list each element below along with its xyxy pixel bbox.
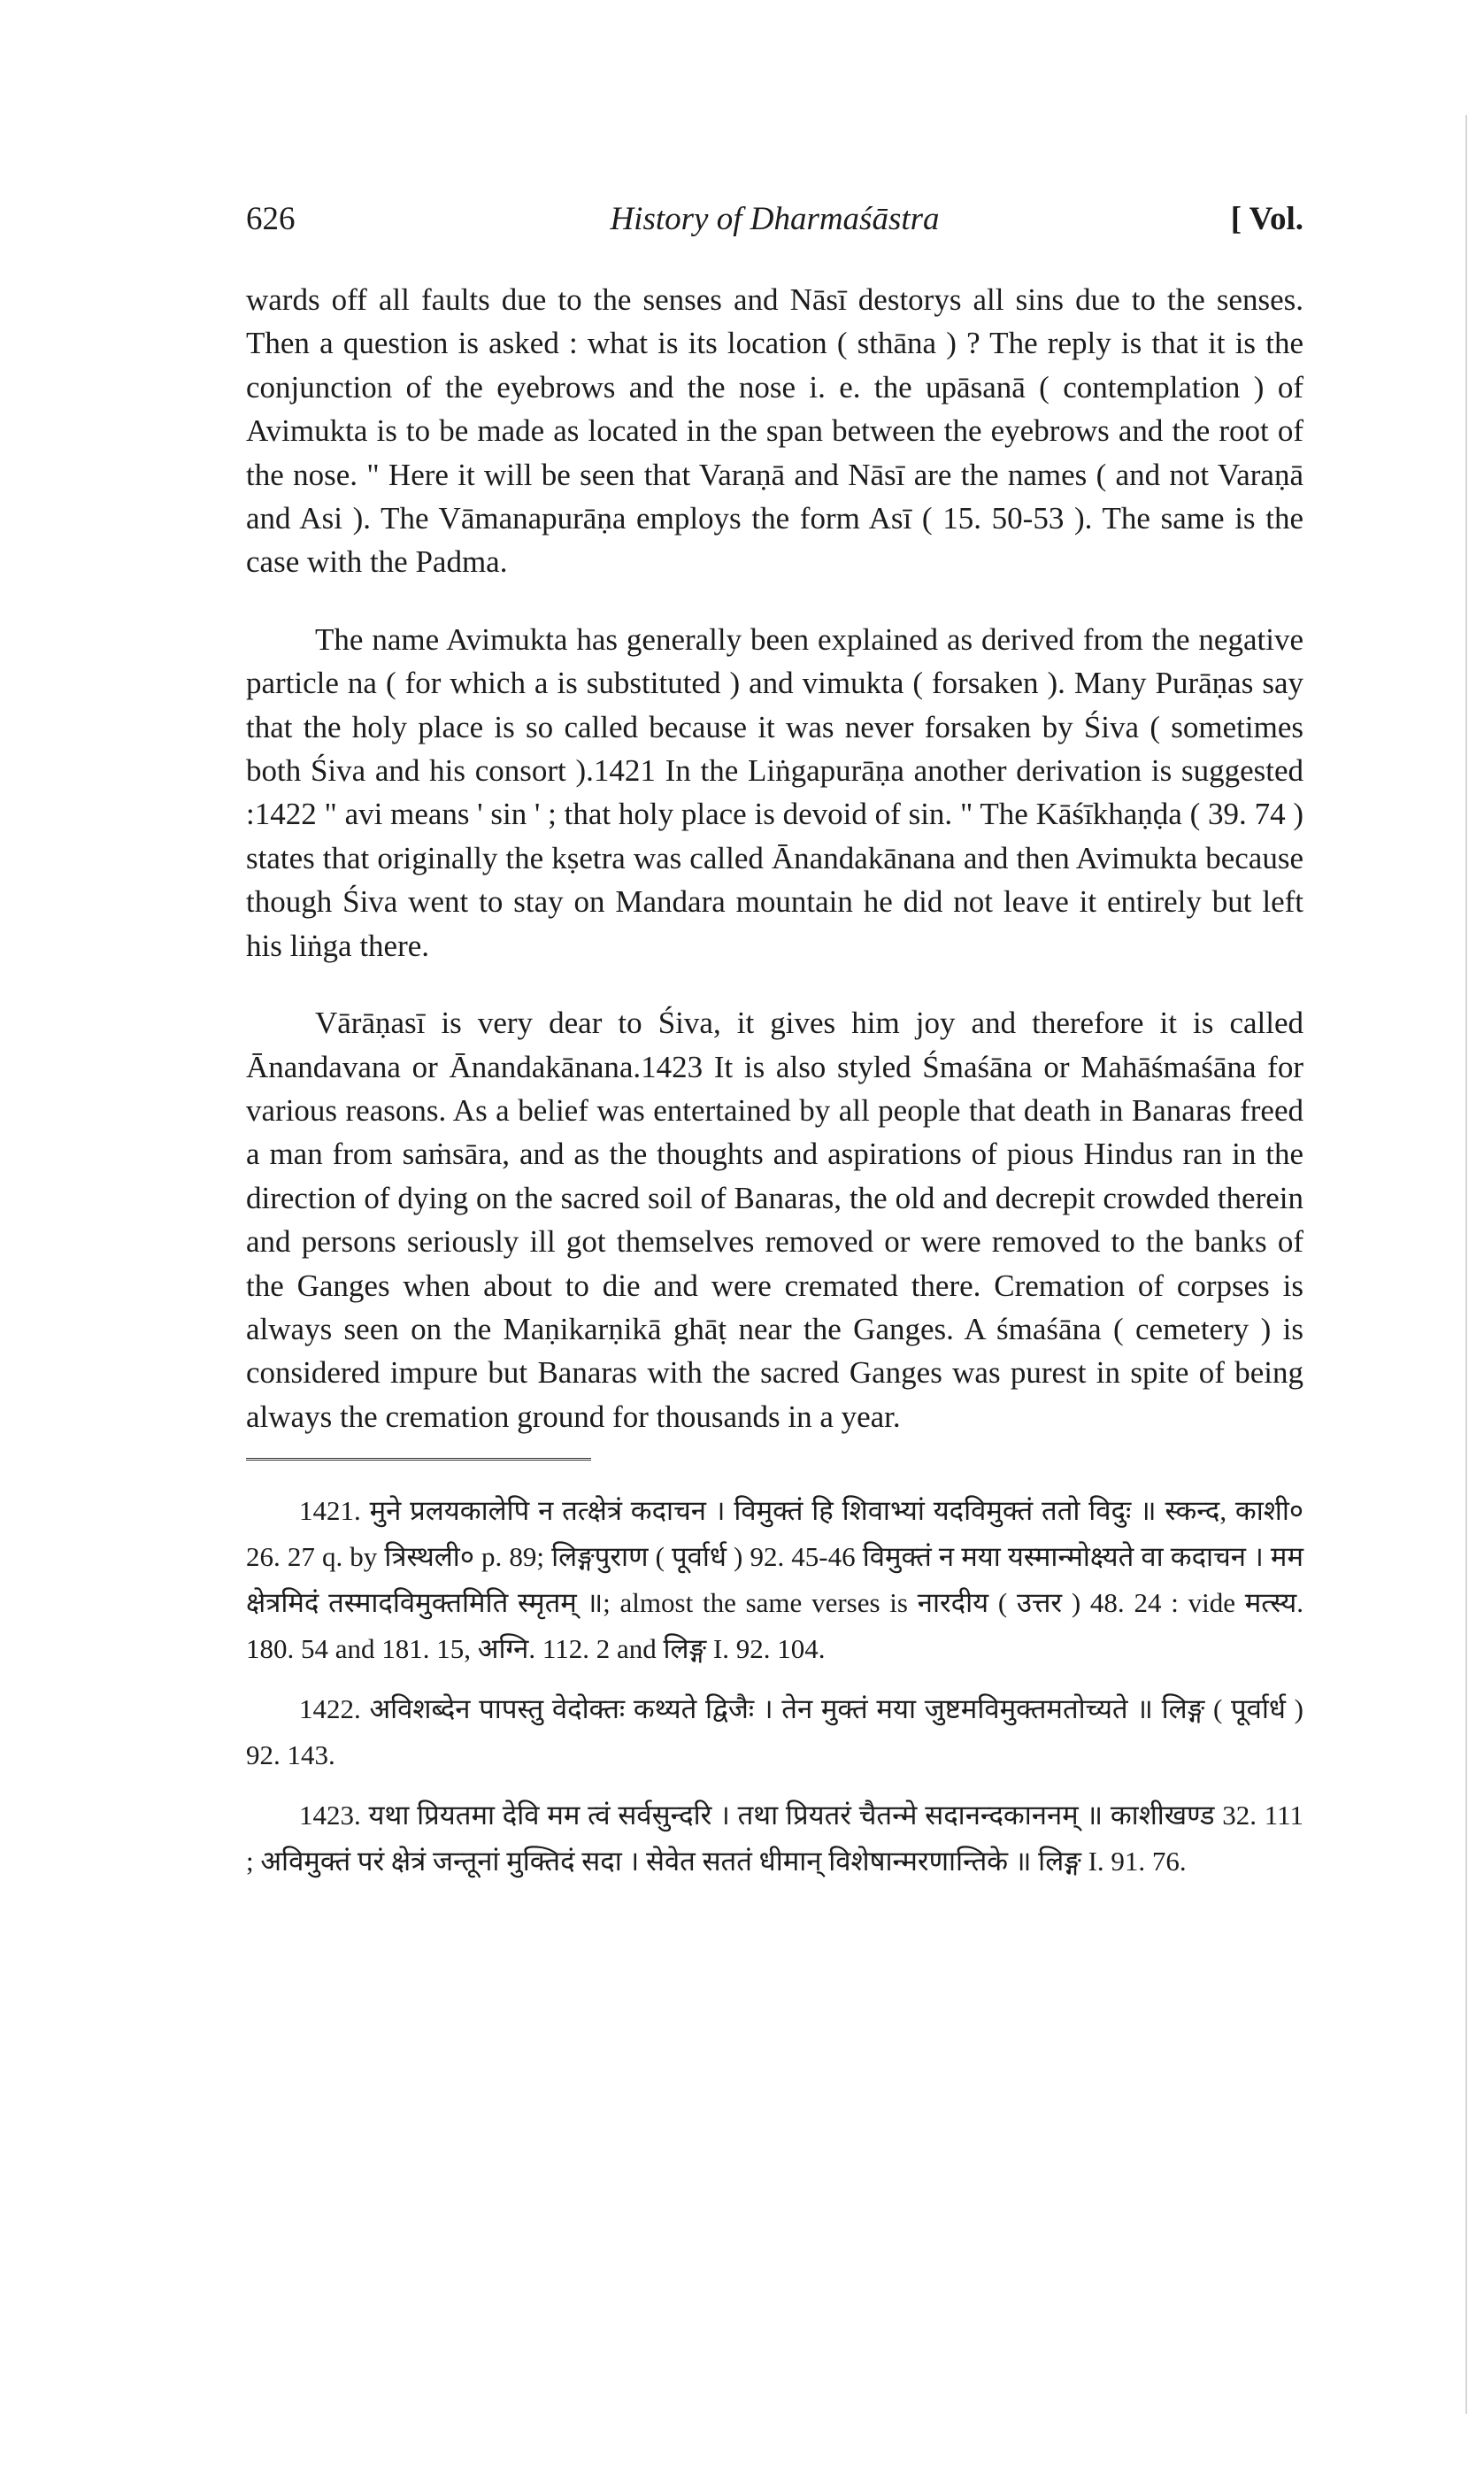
body-text bbox=[246, 278, 1303, 1438]
footnote: 1421. मुने प्रलयकालेपि न तत्क्षेत्रं कदाचन । विमुक्तं हि शिवाभ्यां यदविमुक्तं ततो विदुः ॥ स्कन्द, काशी० 26. 27 q. by त्रिस्थली० p. 89; लिङ्गपुराण ( पूर्वार्ध ) 92. 45-46 विमुक्तं न मया यस्मान्मोक्ष्यते वा कदाचन । मम क्षेत्रमिदं तस्मादविमुक्तमिति स्मृतम् ॥; almost the same verses is नारदीय ( उत्तर ) 48. 24 : vide मत्स्य. 180. 54 and 181. 15, अग्नि. 112. 2 and लिङ्ग I. 92. 104. bbox=[246, 1495, 1303, 1665]
footnote: 1422. अविशब्देन पापस्तु वेदोक्तः कथ्यते द्विजैः । तेन मुक्तं मया जुष्टमविमुक्तमतोच्यते ॥ लिङ्ग ( पूर्वार्ध ) 92. 143. bbox=[246, 1693, 1303, 1771]
footnote-separator bbox=[246, 1458, 591, 1463]
paragraph: The name Avimukta has generally been explained as derived from the negative particle na ( for which a is substituted ) and vimukta ( forsaken ). Many Purāṇas say that the holy place is so called because it was never forsaken by Śiva ( sometimes both Śiva and his consort ).1421 In the Liṅgapurāṇa another derivation is suggested :1422 " avi means ' sin ' ; that holy place is devoid of sin. " The Kāśīkhaṇḍa ( 39. 74 ) states that originally the kṣetra was called Ānandakānana and then Avimukta because though Śiva went to stay on Mandara mountain he did not leave it entirely but left his liṅga there. bbox=[246, 621, 1303, 963]
running-title: History of Dharmaśāstra bbox=[610, 201, 940, 237]
running-header bbox=[246, 200, 1303, 253]
volume-label: [ Vol. bbox=[1230, 201, 1303, 237]
paragraph: wards off all faults due to the senses and Nāsī destorys all sins due to the senses. Then a question is asked : what is its location ( sthāna ) ? The reply is that it is the conjunction of the eyebrows and the nose i. e. the upāsanā ( contemplation ) of Avimukta is to be made as located in the span between the eyebrows and the root of the nose. " Here it will be seen that Varaṇā and Nāsī are the names ( and not Varaṇā and Asi ). The Vāmanapurāṇa employs the form Asī ( 15. 50-53 ). The same is the case with the Padma. bbox=[246, 282, 1303, 580]
page-edge-line bbox=[1465, 115, 1467, 2414]
page-number: 626 bbox=[246, 201, 296, 237]
footnotes bbox=[246, 1488, 1303, 1885]
book-page bbox=[246, 200, 1303, 1885]
paragraph: Vārāṇasī is very dear to Śiva, it gives him joy and therefore it is called Ānandavana or Ānandakānana.1423 It is also styled Śmaśāna or Mahāśmaśāna for various reasons. As a belief was entertained by all people that death in Banaras freed a man from saṁsāra, and as the thoughts and aspirations of pious Hindus ran in the direction of dying on the sacred soil of Banaras, the old and decrepit crowded therein and persons seriously ill got themselves removed or were removed to the banks of the Ganges when about to die and were cremated there. Cremation of corpses is always seen on the Maṇikarṇikā ghāṭ near the Ganges. A śmaśāna ( cemetery ) is considered impure but Banaras with the sacred Ganges was purest in spite of being always the cremation ground for thousands in a year. bbox=[246, 1006, 1303, 1434]
footnote: 1423. यथा प्रियतमा देवि मम त्वं सर्वसुन्दरि । तथा प्रियतरं चैतन्मे सदानन्दकाननम् ॥ काशीखण्ड 32. 111 ; अविमुक्तं परं क्षेत्रं जन्तूनां मुक्तिदं सदा । सेवेत सततं धीमान् विशेषान्मरणान्तिके ॥ लिङ्ग I. 91. 76. bbox=[246, 1800, 1303, 1877]
